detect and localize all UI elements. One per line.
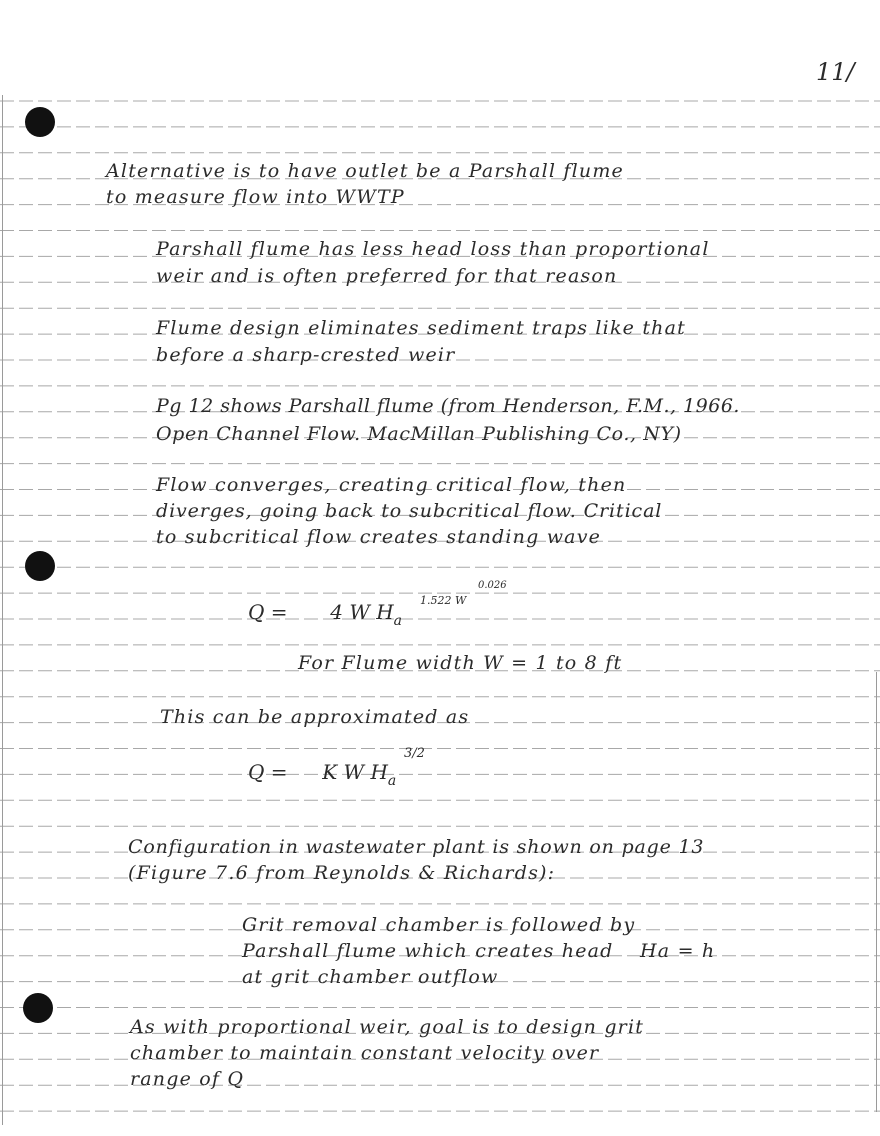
note4-line-2: diverges, going back to subcritical flow. Critical xyxy=(156,500,663,522)
note4-line-1: Flow converges, creating critical flow, then xyxy=(156,474,627,496)
equation-1-subscript: a xyxy=(393,613,403,629)
flume-width-range: For Flume width W = 1 to 8 ft xyxy=(298,652,623,674)
grit-line-2 xyxy=(242,940,715,962)
equation-1-lhs: Q = xyxy=(248,600,288,624)
note1-line-1: Parshall flume has less head loss than proportional xyxy=(156,238,710,260)
equation-1-rhs: 4 W H xyxy=(330,600,394,624)
equation-1-exponent: 1.522 W xyxy=(420,594,467,607)
grit-line-3: at grit chamber outflow xyxy=(242,966,499,988)
config-line-1: Configuration in wastewater plant is shown on page 13 xyxy=(128,836,705,858)
goal-line-2: chamber to maintain constant velocity over xyxy=(130,1042,600,1064)
binder-hole-bottom xyxy=(23,993,53,1023)
grit-line-1: Grit removal chamber is followed by xyxy=(242,914,636,936)
equation-1 xyxy=(248,580,507,629)
intro-line-2: to measure flow into WWTP xyxy=(106,186,405,208)
equation-2 xyxy=(248,746,425,789)
binder-hole-middle xyxy=(25,551,55,581)
equation-1-exponent-power: 0.026 xyxy=(478,580,507,591)
left-margin-rule xyxy=(2,95,3,1125)
equation-2-lhs: Q = xyxy=(248,760,288,784)
config-line-2: (Figure 7.6 from Reynolds & Richards): xyxy=(128,862,556,884)
goal-line-1: As with proportional weir, goal is to design grit xyxy=(130,1016,645,1038)
goal-line-3: range of Q xyxy=(130,1068,245,1090)
approximation-text: This can be approximated as xyxy=(160,706,470,728)
note2-line-2: before a sharp-crested weir xyxy=(156,344,456,366)
intro-line-1: Alternative is to have outlet be a Parshall flume xyxy=(106,160,624,182)
note4-line-3: to subcritical flow creates standing wave xyxy=(156,526,602,548)
note3-line-2: Open Channel Flow. MacMillan Publishing Co., NY) xyxy=(156,423,682,445)
binder-hole-top xyxy=(25,107,55,137)
note2-line-1: Flume design eliminates sediment traps like that xyxy=(156,317,686,339)
right-page-edge xyxy=(876,672,877,1112)
grit-line-2-text: Parshall flume which creates head xyxy=(242,940,614,962)
equation-2-exponent: 3/2 xyxy=(404,746,425,761)
equation-2-subscript: a xyxy=(387,773,397,789)
grit-head-relation: Ha = h xyxy=(640,940,716,962)
note3-line-1: Pg 12 shows Parshall flume (from Henderson, F.M., 1966. xyxy=(156,395,740,417)
note1-line-2: weir and is often preferred for that reason xyxy=(156,265,618,287)
page-number: 11/ xyxy=(816,58,855,86)
equation-2-rhs: K W H xyxy=(322,760,388,784)
